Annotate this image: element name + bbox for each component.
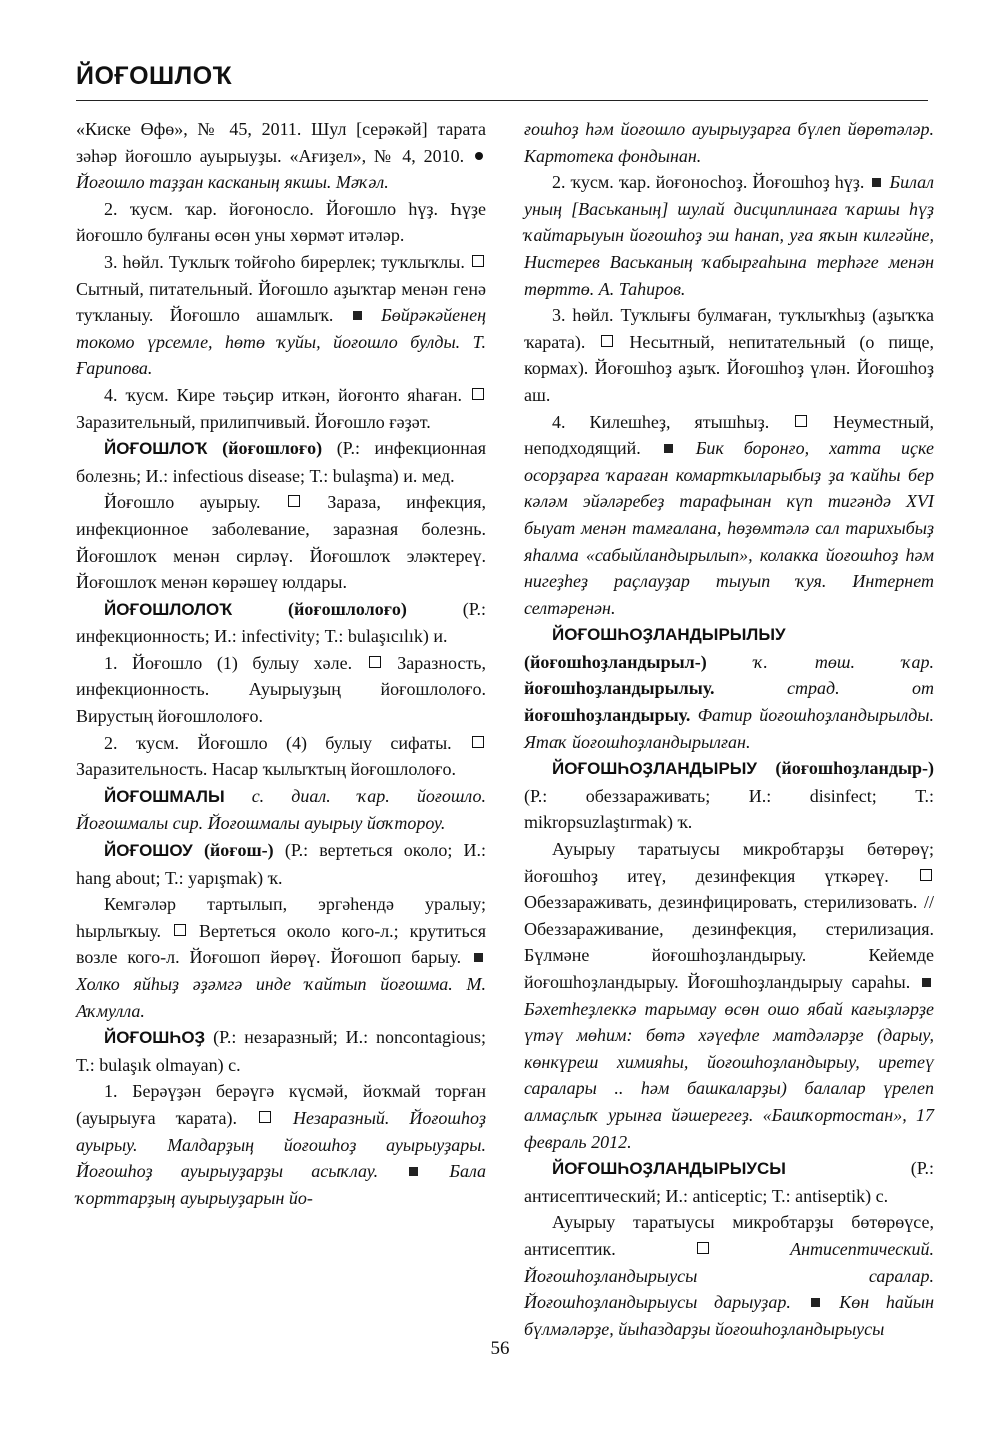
text-span: 3. һөйл. Туҡлығы булмаған, туҡлыҡһыҙ (аҙыҡҡа ҡарата). — [524, 305, 934, 352]
square-marker-icon — [920, 869, 932, 881]
dictionary-entry — [76, 435, 486, 489]
example-marker-icon — [353, 311, 362, 320]
text-span: Незаразный. Йоғошһоҙ ауырыу. Малдарҙың йоғошһоҙ ауырыуҙары. Йоғошһоҙ ауырыуҙарҙы асыҡлау. — [76, 1107, 487, 1182]
dictionary-entry — [76, 837, 486, 891]
square-marker-icon — [601, 335, 613, 347]
headword: ЙОҒОШҺОҘЛАНДЫРЫУ — [552, 759, 757, 779]
text-span: Ауырыу таратыусы микробтарҙы бөтөрөүсе, антисептик. — [524, 1212, 934, 1259]
header-rule — [76, 100, 928, 101]
translations: (Р.: незаразный; И.: noncontagious; Т.: bulaşık olmayan) с. — [76, 1027, 486, 1075]
text-span: Обеззараживать, дезинфицировать, стерилизовать. // Обеззараживание, дезинфекция, стерилизация. Бүлмәне йоғошһоҙландырыу. Кейемде йоғошһоҙландырыу. Йоғошһоҙландырыу сараһы. — [524, 892, 934, 992]
right-column — [524, 116, 934, 1342]
text-span: Заразность, инфекционность. Ауырыуҙың йоғошлолоғо. Вирустың йоғошлолоғо. — [76, 652, 487, 727]
translations: (Р.: вертеться около; И.: hang about; Т.: yapışmak) ҡ. — [76, 840, 487, 888]
headword: ЙОҒОШҺОҘЛАНДЫРЫЛЫУ — [552, 625, 786, 645]
translations: (Р.: инфекционность; И.: infectivity; Т.: bulaşıcılık) и. — [76, 598, 487, 647]
text-span: Ауырыу таратыусы микробтарҙы бөтөрөү; йоғошһоҙ итеү, дезинфекция үткәреү. — [524, 839, 934, 886]
headword: ЙОҒОШЛОҠ — [104, 439, 208, 459]
translations: (Р.: антисептический; И.: anticeptic; Т.: antiseptik) с. — [524, 1158, 934, 1206]
text-span: Фатир йоғошһоҙландырылды. Ятаҡ йоғошһоҙландырылған. — [524, 705, 934, 752]
text-span: Неуместный, неподходящий. — [524, 411, 935, 459]
entry-text: 2. ҡусм. ҡар. йоғоносло. Йоғошло һүҙ. Һүҙе йоғошло булғаны өсөн уны хөрмәт итәләр. — [76, 198, 486, 246]
grammar-form: (йоғошһоҙландыр-) — [775, 758, 934, 779]
translations: (Р.: обеззараживать; И.: disinfect; Т.: mikropsuzlaştırmak) ҡ. — [524, 785, 934, 833]
text-span: 1. Берәүҙән берәүгә күсмәй, йоҡмай торған (ауырыуға ҡарата). — [76, 1081, 486, 1128]
text-span: Сытный, питательный. Йоғошло аҙыҡтар менән генә туҡланыу. Йоғошло ашамлыҡ. — [76, 278, 486, 326]
square-marker-icon — [288, 495, 300, 507]
grammar-form: (йоғошлолоғо) — [288, 598, 407, 619]
left-column — [76, 116, 486, 1211]
text-span: Билал уның [Васьканың] шулай дисциплинаға ҡаршы һүҙ ҡайтарыуын йоғошһоҙ эш һанап, уға яҡын килгәйне, Нистерев Васьканың ҡабырғаһына терһәге менән төрттө. А. Таһиров. — [524, 172, 935, 299]
headword: ЙОҒОШОУ — [104, 841, 193, 861]
text-span: Зараза, инфекция, инфекционное заболевание, заразная болезнь. Йоғошлоҡ менән сирләү. Йоғошлоҡ эләктереү. Йоғошлоҡ менән көрәшеү юлдары. — [76, 492, 486, 593]
example-marker-icon — [664, 444, 673, 453]
entry-text — [76, 382, 486, 435]
entry-text — [524, 836, 934, 1155]
square-marker-icon — [472, 388, 484, 400]
entry-text — [524, 302, 934, 408]
text-span: Холко яйһыҙ әҙәмгә инде ҡайтып йоғошма. М. Аҡмулла. — [76, 974, 486, 1021]
entry-text — [76, 730, 486, 783]
square-marker-icon — [369, 656, 381, 668]
dictionary-entry — [524, 755, 934, 836]
text-span: Бөйрәкәйенең токомо үрсемле, һөтө ҡуйы, йоғошло булды. Т. Ғарипова. — [76, 305, 486, 379]
text-span: Йоғошло ауырыу. — [104, 492, 261, 513]
text-span: 3. һөйл. Туҡлыҡ тойғоһо бирерлек; туҡлыҡлы. — [104, 251, 465, 272]
entry-text — [524, 1209, 934, 1342]
text-span: «Киске Өфө», № 45, 2011. Шул [серәкәй] тарата зәһәр йоғошло ауырыуҙы. «Ағиҙел», № 4, 2010. — [76, 119, 486, 166]
example-marker-icon — [811, 1298, 820, 1307]
entry-text — [524, 409, 934, 622]
grammar-form: (йоғошлоғо) — [222, 438, 323, 459]
text-span: ҡ. төш. ҡар. — [753, 651, 935, 672]
text-span: Несытный, непитательный (о пище, кормах). Йоғошһоҙ аҙыҡ. Йоғошһоҙ үлән. Йоғошһоҙ аш. — [524, 331, 934, 405]
headword: ЙОҒОШЛОЛОҠ — [104, 599, 233, 619]
square-marker-icon — [472, 736, 484, 748]
text-span: Кемгәләр тартылып, эргәһендә уралыу; һырлыҡыу. — [76, 894, 486, 941]
text-span: 4. Килешһеҙ, ятышһыҙ. — [552, 411, 770, 432]
example-marker-icon — [922, 978, 931, 987]
text-span: Бала ҡорттарҙың ауырыуҙарын йо- — [76, 1161, 487, 1208]
text-span: Йоғошло таҙҙан касканың якшы. Мәҡәл. — [76, 172, 389, 193]
square-marker-icon — [174, 924, 186, 936]
headword: ЙОҒОШҺОҘЛАНДЫРЫУСЫ — [552, 1159, 786, 1179]
cross-reference: йоғошһоҙландырылыу. — [524, 678, 715, 699]
translations: (Р.: инфекционная болезнь; И.: infectious disease; Т.: bulaşma) и. мед. — [76, 438, 486, 486]
text-span: Заразительность. Насар ҡылыҡтың йоғошлолоғо. — [76, 759, 457, 780]
page-number: 56 — [490, 1338, 510, 1359]
entry-text — [76, 489, 486, 595]
entry-text — [76, 116, 486, 196]
text-span: страд. от — [786, 678, 934, 699]
grammar-form: (йоғош-) — [203, 840, 274, 861]
dictionary-entry — [76, 783, 486, 837]
text-span: Антисептический. Йоғошһоҙландырыусы саралар. Йоғошһоҙландырыусы дарыуҙар. — [524, 1238, 934, 1313]
entry-text — [76, 650, 486, 730]
example-marker-icon — [474, 953, 483, 962]
example-marker-icon — [409, 1167, 418, 1176]
text-span: Бик боронғо, хатта иҫке осорҙарға ҡараған комарткыларыбыҙ ҙа ҡайһы бер кәләм эйәләребеҙ тарафынан күп тигәндә XVI быуат менән тамғалана, һөҙөмтәлә сал тарихыбыҙ яһалма «сабыйландырылып», колакка йоғошһоҙ һәм нигеҙһеҙ раҫлауҙар тыуып ҡуя. Интернет селтәренән. — [524, 438, 934, 618]
text-span: Бәхетһеҙлеккә тарымау өсөн ошо ябай кағыҙләрҙе үтәү мөһим: бөтә хәүефле матдәләрҙе (дарыу, көнкүреш химияһы, йоғошһоҙландырыу, иретеү саралары .. һәм башкаларҙы) балалар үрелеп алмаҫлыҡ урынға йәшерегеҙ. «Башҡортостан», 17 февраль 2012. — [524, 998, 934, 1152]
headword: ЙОҒОШМАЛЫ — [104, 786, 225, 806]
text-span: 4. ҡусм. Кире тәьҫир иткән, йоғонто яһаған. — [104, 384, 463, 405]
entry-text — [76, 891, 486, 1024]
headword: ЙОҒОШҺОҘ — [104, 1028, 206, 1048]
text-span: 1. Йоғошло (1) булыу хәле. — [104, 652, 353, 673]
bullet-dot-icon — [475, 152, 483, 160]
grammar-form: (йоғошһоҙландырыл-) — [524, 651, 707, 672]
square-marker-icon — [795, 415, 807, 427]
text-span: Заразительный, прилипчивый. Йоғошло ғәҙәт. — [76, 411, 431, 432]
square-marker-icon — [259, 1111, 271, 1123]
text-span: 2. ҡусм. Йоғошло (4) булыу сифаты. — [104, 732, 452, 753]
page-header-title: ЙОҒОШЛОҠ — [76, 62, 233, 90]
dictionary-entry — [76, 1024, 486, 1078]
entry-text — [524, 169, 934, 302]
translations: с. диал. ҡар. йоғошло. Йоғошмалы сир. Йоғошмалы ауырыу йоҡтороу. — [76, 785, 487, 834]
text-span: Көн һайын бүлмәләрҙе, йыһаздарҙы йоғошһоҙландырыусы — [524, 1292, 935, 1339]
dictionary-entry — [524, 621, 934, 755]
text-span: 2. ҡусм. ҡар. йоғоносһоҙ. Йоғошһоҙ һүҙ. — [552, 172, 865, 193]
square-marker-icon — [697, 1242, 709, 1254]
example-marker-icon — [872, 178, 881, 187]
dictionary-entry — [524, 1155, 934, 1209]
entry-text — [76, 1078, 486, 1211]
dictionary-entry — [76, 596, 486, 650]
cross-reference: йоғошһоҙландырыу. — [524, 705, 691, 726]
entry-text: ғошһоҙ һәм йоғошло ауырыуҙарға бүлеп йөрөтәләр. Картотека фондынан. — [524, 119, 934, 166]
entry-text — [76, 249, 486, 382]
text-span: Вертеться около кого-л.; крутиться возле кого-л. Йоғошоп йөрөү. Йоғошоп барыу. — [76, 920, 486, 968]
square-marker-icon — [472, 255, 484, 267]
